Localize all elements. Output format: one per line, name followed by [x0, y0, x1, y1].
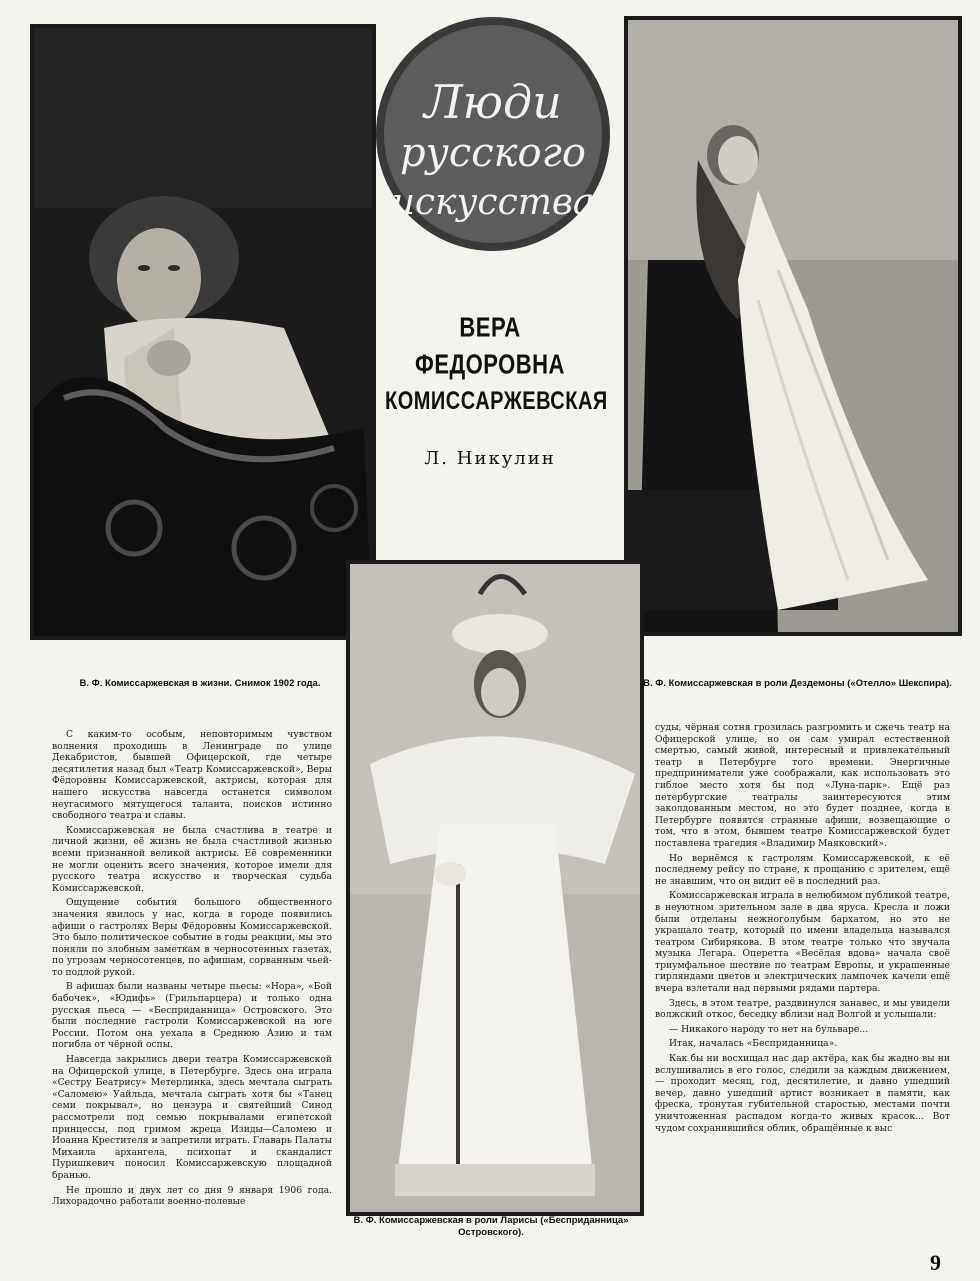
right-paragraph: Комиссаржевская играла в нелюбимом публикой театре, в неуютном зрительном зале в два яруса. Кресла и ложи были отделаны нежноголубым бархатом, но это не украшало театр, который по имени владельца назывался театром Сибирякова. В этом театре только что звучала музыка Легара. Оперетта «Весёлая вдова» начала своё триумфальное шествие по театрам Европы, и украшенные гирляндами цветов и электрических лампочек качели ещё вчера взлетали над первыми рядами партера. — [655, 890, 950, 995]
caption-right: В. Ф. Комиссаржевская в роли Дездемоны («Отелло» Шекспира). — [643, 678, 952, 689]
caption-left: В. Ф. Комиссаржевская в жизни. Снимок 1902 года. — [79, 678, 321, 689]
photo-komissarzhevskaya-1902 — [30, 24, 376, 640]
desdemona-illustration — [628, 20, 958, 632]
portrait-seated-illustration — [34, 28, 372, 636]
rubric-line-3: искусства — [391, 182, 595, 223]
right-paragraph: Итак, началась «Бесприданница». — [669, 1038, 838, 1050]
article-column-left — [52, 729, 332, 1249]
left-paragraph: С каким-то особым, неповторимым чувством волнения проходишь в Ленинграде по улице Декабристов, бывшей Офицерской, где четыре десятилетия назад был «Театр Комиссаржевской», Веры Фёдоровны Комиссаржевской, актрисы, которая для нашего искусства навсегда останется символом неугасимого мятущегося таланта, поисков истинно свободного театра и славы. — [52, 729, 332, 822]
right-paragraph: Здесь, в этом театре, раздвинулся занавес, и мы увидели волжский откос, беседку вблизи над Волгой и услышали: — [655, 997, 950, 1021]
left-paragraph: Навсегда закрылись двери театра Комиссаржевской на Офицерской улице, в Петербурге. Здесь она играла «Сестру Беатрису» Метерлинка, здесь мечтала сыграть «Саломею» Уайльда, мечтала сыграть хотя бы «Танец семи покрывал», но цензура и святейший Синод рассмотрели под семью покрывалами египетской принцессы, под гримом жреца Изиды—Саломею и Иоанна Крестителя и запретили играть. Главарь Палаты Михаила архангела, психопат и скандалист Пуришкевич поносил Комиссаржевскую площадной бранью. — [52, 1054, 332, 1181]
rubric-line-2: русского — [400, 130, 586, 176]
left-paragraph: Комиссаржевская не была счастлива в театре и личной жизни, её жизнь не была счастливой жизнью всеми признанной великой актрисы. Её современники не могли оценить всего значения, которое имели для русского театра искусство и творческая судьба Комиссаржевской. — [52, 824, 332, 894]
larisa-illustration — [350, 564, 640, 1212]
right-paragraph: Но вернёмся к гастролям Комиссаржевской, к её последнему рейсу по стране, к прощанию с зрителем, ещё не знавшим, что он видит её в последний раз. — [655, 852, 950, 887]
left-paragraph: В афишах были названы четыре пьесы: «Нора», «Бой бабочек», «Юдифь» (Грильпарцера) и только одна русская пьеса — «Бесприданница» Островского. Это были последние гастроли Комиссаржевской на юге России. Потом она уехала в Среднюю Азию и там погибла от чёрной оспы. — [52, 981, 332, 1051]
title-line-1: ВЕРА — [459, 311, 521, 343]
rubric-emblem — [373, 14, 613, 254]
title-line-3: КОМИССАРЖЕВСКАЯ — [385, 387, 608, 416]
page-number: 9 — [930, 1250, 941, 1275]
photo-desdemona-role — [624, 16, 962, 636]
right-paragraph: — Никакого народу то нет на бульваре... — [669, 1023, 869, 1035]
right-paragraph: суды, чёрная сотня грозилась разгромить и сжечь театр на Офицерской улице, но он сам умирал естественной смертью, самый живой, интересный и привлекательный театр в Петербурге того времени. Энергичные предприниматели уже соображали, как использовать это гиблое место хотя бы под «Луна-парк». Ещё раз петербургские театралы заинтересуются этим заколдованным местом, но это будет позднее, когда в Петербурге появятся странные афиши, возвещающие о том, что в этом, бывшем театре Комиссаржевской будет поставлена трагедия «Владимир Маяковский». — [655, 722, 950, 849]
title-line-2: ФЕДОРОВНА — [415, 348, 565, 380]
caption-center: В. Ф. Комиссаржевская в роли Ларисы («Бесприданница» Островского). — [353, 1215, 629, 1238]
article-column-right — [655, 722, 950, 1270]
left-paragraph: Не прошло и двух лет со дня 9 января 1906 года. Лихорадочно работали военно-полевые — [52, 1184, 332, 1208]
author-byline: Л. Никулин — [424, 448, 556, 469]
right-paragraph: Как бы ни восхищал нас дар актёра, как бы жадно вы ни вслушивались в его голос, следили за каждым движением, — проходит месяц, год, десятилетие, и давно ушедший вечер, давно ушедший артист возникает в памяти, как фреска, тронутая губительной старостью, местами почти уничтоженная распадом когда-то живых красок... Вот чудом сохранившийся облик, обращённые к выс — [655, 1053, 950, 1134]
photo-larisa-role — [346, 560, 644, 1216]
rubric-line-1: Люди — [424, 75, 562, 129]
left-paragraph: Ощущение события большого общественного значения явилось у нас, когда в городе появились афиши о гастролях Веры Фёдоровны Комиссаржевской. Это было политическое событие в годы реакции, мы это поняли по злобным заметкам в черносотенных газетах, по угрозам черносотенцев, по афишам, сорванным чьей-то подлой рукой. — [52, 897, 332, 978]
